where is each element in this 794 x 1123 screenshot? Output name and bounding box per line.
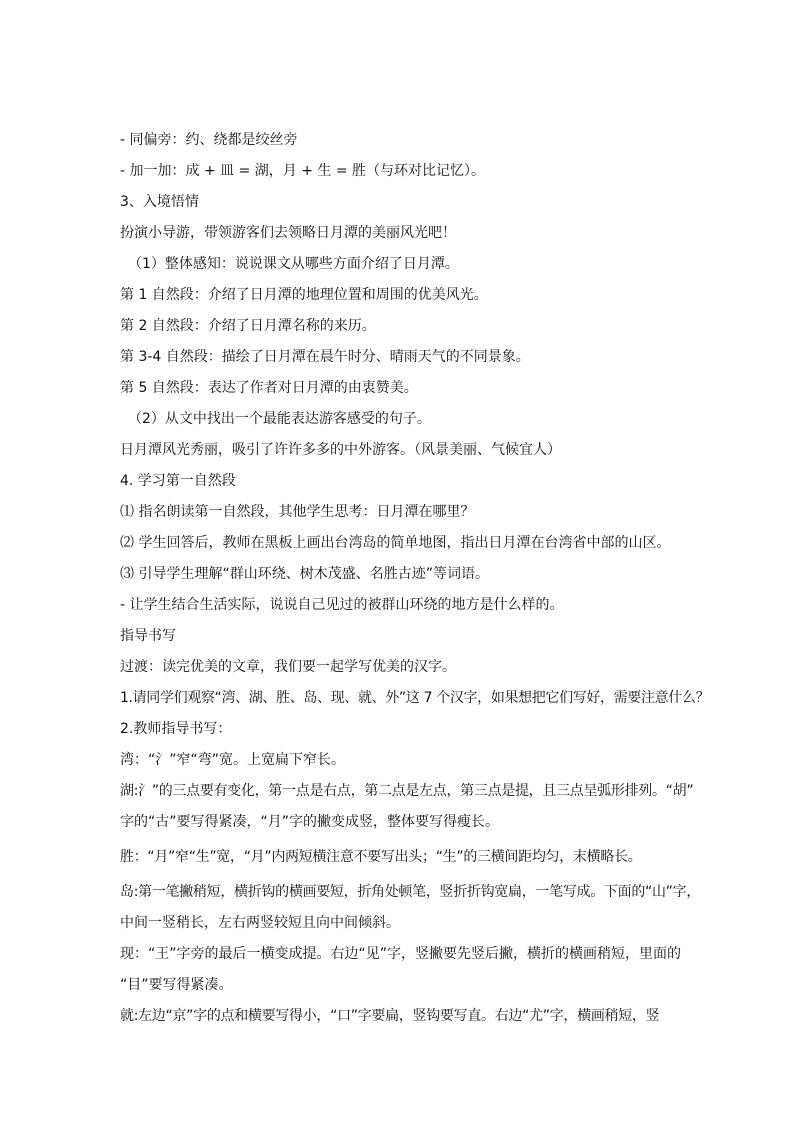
text-line-28: “目”要写得紧凑。 <box>120 977 233 993</box>
text-line-4: 扮演小导游，带领游客们去领略日月潭的美丽风光吧！ <box>120 225 456 241</box>
text-line-29: 就:左边“京”字的点和横要写得小，“口”字要扁，竖钩要写直。右边“尤”字，横画稍短，竖 <box>120 1008 660 1024</box>
text-line-13: ⑴ 指名朗读第一自然段，其他学生思考：日月潭在哪里？ <box>120 504 475 520</box>
text-line-15: ⑶ 引导学生理解“群山环绕、树木茂盛、名胜古迹”等词语。 <box>120 566 489 582</box>
text-line-1: - 同偏旁：约、绕都是绞丝旁 <box>120 132 298 148</box>
section-heading-3: 3、入境悟情 <box>120 194 199 210</box>
text-line-20: 2.教师指导书写： <box>120 721 232 737</box>
text-line-11: 日月潭风光秀丽，吸引了许许多多的中外游客。（风景美丽、气候宜人） <box>120 442 561 458</box>
text-line-18: 过渡：读完优美的文章，我们要一起学写优美的汉字。 <box>120 659 456 675</box>
text-line-26: 中间一竖稍长，左右两竖较短且向中间倾斜。 <box>120 915 400 931</box>
text-line-16: - 让学生结合生活实际，说说自己见过的被群山环绕的地方是什么样的。 <box>120 597 564 613</box>
text-line-5: （1）整体感知：说说课文从哪些方面介绍了日月潭。 <box>128 256 459 272</box>
text-line-6: 第 1 自然段：介绍了日月潭的地理位置和周围的优美风光。 <box>120 287 488 303</box>
text-line-14: ⑵ 学生回答后，教师在黑板上画出台湾岛的简单地图，指出日月潭在台湾省中部的山区。 <box>120 535 671 551</box>
text-line-2: - 加一加：成 + 皿 = 湖，月 + 生 = 胜（与环对比记忆）。 <box>120 163 486 179</box>
text-line-19: 1.请同学们观察“湾、湖、胜、岛、现、就、外”这 7 个汉字，如果想把它们写好，需要注意什么？ <box>120 690 710 706</box>
text-line-23: 字的“古”要写得紧凑，“月”字的撇变成竖，整体要写得瘦长。 <box>120 814 500 830</box>
text-line-21: 湾：“氵”窄“弯”宽。上宽扁下窄长。 <box>120 752 346 768</box>
section-heading-4: 4. 学习第一自然段 <box>120 473 236 489</box>
text-line-25: 岛:第一笔撇稍短，横折钩的横画要短，折角处顿笔，竖折折钩宽扁，一笔写成。下面的“山”字， <box>120 884 701 900</box>
text-line-10: （2）从文中找出一个最能表达游客感受的句子。 <box>128 411 431 427</box>
text-line-27: 现：“王”字旁的最后一横变成提。右边“见”字，竖撇要先竖后撇，横折的横画稍短，里面的 <box>120 946 682 962</box>
text-line-24: 胜：“月”窄“生”宽，“月”内两短横注意不要写出头；“生”的三横间距均匀，末横略长。 <box>120 849 642 865</box>
text-line-9: 第 5 自然段：表达了作者对日月潭的由衷赞美。 <box>120 380 418 396</box>
text-line-22: 湖:氵”的三点要有变化，第一点是右点，第二点是左点，第三点是提，且三点呈弧形排列。“胡” <box>120 783 694 799</box>
text-line-8: 第 3-4 自然段：描绘了日月潭在晨午时分、晴雨天气的不同景象。 <box>120 349 530 365</box>
section-heading-writing: 指导书写 <box>120 628 176 644</box>
text-line-7: 第 2 自然段：介绍了日月潭名称的来历。 <box>120 318 376 334</box>
